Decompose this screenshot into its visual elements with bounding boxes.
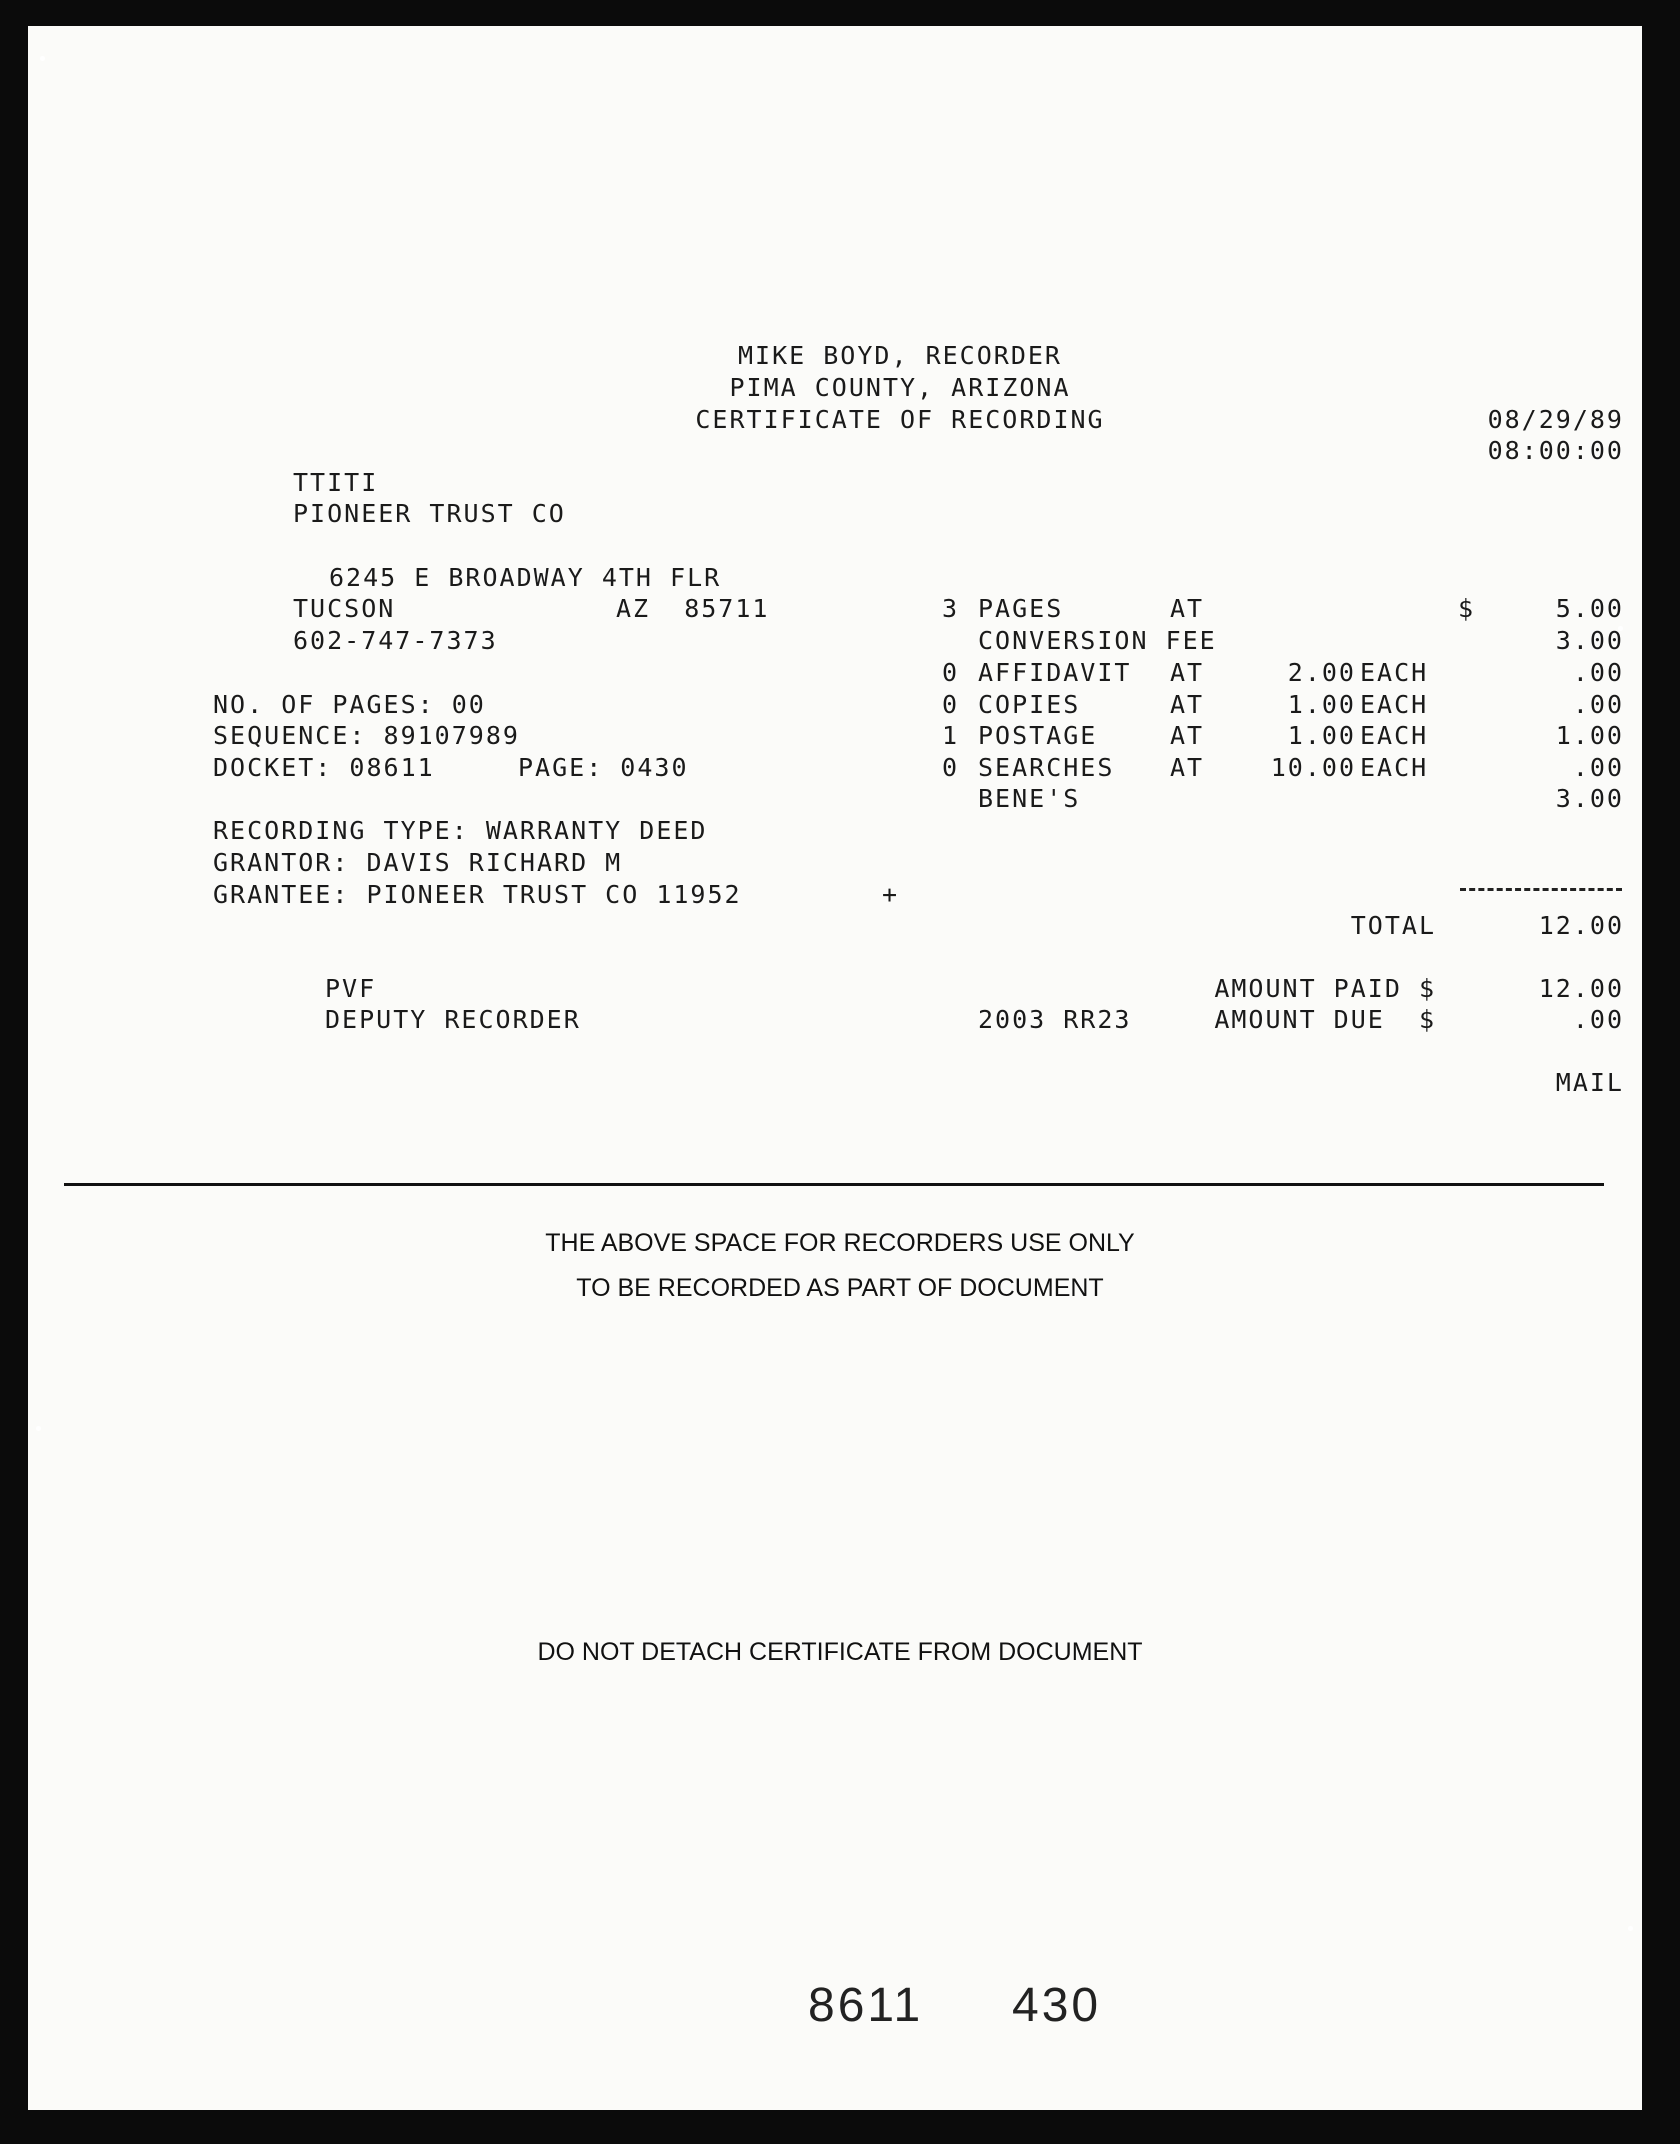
total-amount: 12.00 xyxy=(1538,911,1624,940)
amount-paid: 12.00 xyxy=(1538,974,1624,1003)
fee-each: EACH xyxy=(1360,721,1429,750)
fee-qty: 0 xyxy=(942,753,960,782)
fee-item: SEARCHES xyxy=(978,753,1115,782)
fee-at: AT xyxy=(1170,753,1205,782)
amount-due-label: AMOUNT DUE $ xyxy=(1214,1005,1436,1034)
recording-type: RECORDING TYPE: WARRANTY DEED xyxy=(213,816,708,845)
submitter-street: 6245 E BROADWAY 4TH FLR xyxy=(329,563,722,592)
fee-item: CONVERSION FEE xyxy=(978,626,1217,655)
docket-page: PAGE: 0430 xyxy=(518,753,689,782)
fee-at: AT xyxy=(1170,658,1205,687)
submitter-city: TUCSON xyxy=(293,594,396,623)
fee-each: EACH xyxy=(1360,753,1429,782)
stamp-page-number: 430 xyxy=(1012,1979,1102,2032)
amount-paid-label: AMOUNT PAID $ xyxy=(1214,974,1436,1003)
do-not-detach-notice: DO NOT DETACH CERTIFICATE FROM DOCUMENT xyxy=(537,1638,1143,1666)
submitter-state-zip: AZ 85711 xyxy=(616,594,770,623)
fee-item: POSTAGE xyxy=(978,721,1098,750)
fee-item: COPIES xyxy=(978,690,1081,719)
fee-amount: 1.00 xyxy=(1555,721,1624,750)
submitter-phone: 602-747-7373 xyxy=(293,626,498,655)
record-time: 08:00:00 xyxy=(1487,436,1624,465)
fee-amount: 3.00 xyxy=(1555,626,1624,655)
total-label: TOTAL xyxy=(1350,911,1436,940)
certificate-title: CERTIFICATE OF RECORDING xyxy=(695,405,1105,434)
recorder-name: MIKE BOYD, RECORDER xyxy=(738,341,1062,370)
fee-item: PAGES xyxy=(978,594,1064,623)
amount-due: .00 xyxy=(1572,1005,1624,1034)
fee-qty: 0 xyxy=(942,658,960,687)
fee-rate: 10.00 xyxy=(1270,753,1356,782)
submitter-code: TTITI xyxy=(293,468,379,497)
record-date: 08/29/89 xyxy=(1487,405,1624,434)
grantee: GRANTEE: PIONEER TRUST CO 11952 xyxy=(213,880,742,909)
fee-rate: 1.00 xyxy=(1287,721,1356,750)
fee-qty: 1 xyxy=(942,721,960,750)
recorder-use-notice: THE ABOVE SPACE FOR RECORDERS USE ONLY xyxy=(545,1229,1135,1257)
docket-number: DOCKET: 08611 xyxy=(213,753,435,782)
stamp-docket-number: 8611 xyxy=(808,1979,924,2032)
fee-amount: 3.00 xyxy=(1555,784,1624,813)
submitter-name: PIONEER TRUST CO xyxy=(293,499,566,528)
receipt-number: 2003 RR23 xyxy=(978,1005,1132,1034)
number-of-pages: NO. OF PAGES: 00 xyxy=(213,690,486,719)
fee-at: AT xyxy=(1170,690,1205,719)
clerk-title: DEPUTY RECORDER xyxy=(325,1005,581,1034)
fee-amount: 5.00 xyxy=(1555,594,1624,623)
certificate-page xyxy=(28,26,1642,2110)
fee-at: AT xyxy=(1170,594,1205,623)
fee-at: AT xyxy=(1170,721,1205,750)
fee-item: AFFIDAVIT xyxy=(978,658,1132,687)
county-state: PIMA COUNTY, ARIZONA xyxy=(729,373,1071,402)
sequence-number: SEQUENCE: 89107989 xyxy=(213,721,520,750)
fee-rate: 1.00 xyxy=(1287,690,1356,719)
fee-rate: 2.00 xyxy=(1287,658,1356,687)
fee-amount: .00 xyxy=(1572,753,1624,782)
total-divider xyxy=(1460,888,1622,891)
fee-amount: .00 xyxy=(1572,658,1624,687)
fee-qty: 0 xyxy=(942,690,960,719)
fee-each: EACH xyxy=(1360,690,1429,719)
grantor: GRANTOR: DAVIS RICHARD M xyxy=(213,848,623,877)
fee-amount: .00 xyxy=(1572,690,1624,719)
clerk-initials: PVF xyxy=(325,974,377,1003)
fee-item: BENE'S xyxy=(978,784,1081,813)
record-as-part-notice: TO BE RECORDED AS PART OF DOCUMENT xyxy=(576,1274,1104,1302)
recorder-divider-line xyxy=(64,1183,1604,1186)
delivery-method: MAIL xyxy=(1555,1068,1624,1097)
fee-each: EACH xyxy=(1360,658,1429,687)
plus-mark: + xyxy=(882,880,900,909)
fee-qty: 3 xyxy=(942,594,960,623)
dollar-sign: $ xyxy=(1458,594,1476,623)
